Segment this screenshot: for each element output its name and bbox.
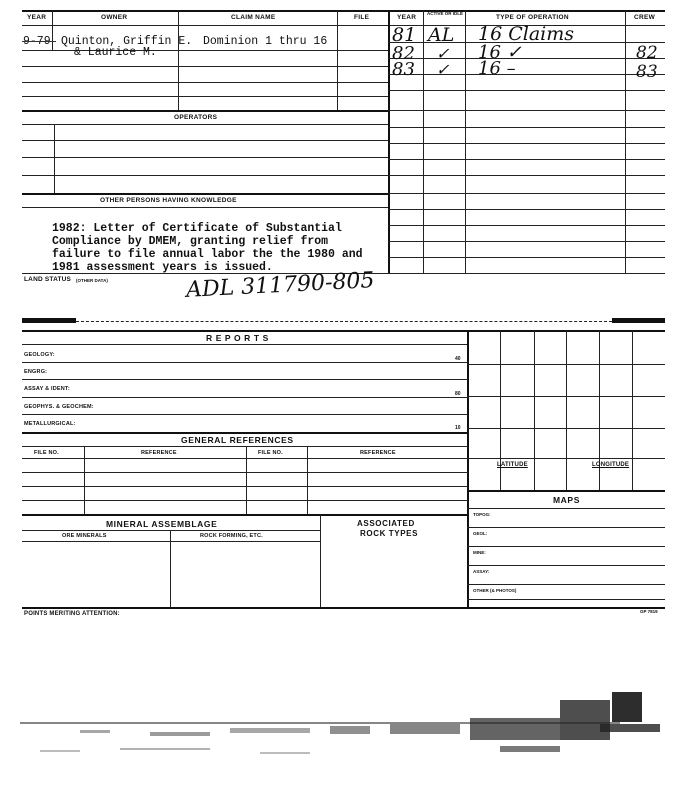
top-border [22,10,665,12]
row-rule [388,143,665,144]
row-rule [388,257,665,258]
col-line [307,446,308,514]
reports-heading: R E P O R T S [206,333,269,343]
corner-mark-left [22,318,76,323]
row-rule [467,565,665,566]
header-crew: CREW [634,14,656,21]
other-persons-heading: OTHER PERSONS HAVING KNOWLEDGE [100,197,237,204]
col-line [246,446,247,514]
grid-line [632,330,633,490]
latitude-label: LATITUDE [497,462,528,468]
row-rule [388,58,665,59]
row-rule [388,110,665,111]
header-active-idle: ACTIVE OR IDLE [426,11,463,16]
strike-mark [22,41,56,42]
row-rule [22,500,468,501]
grid-line [534,330,535,490]
report-metallurgical: METALLURGICAL: [24,421,76,427]
header-file: FILE [354,14,370,21]
row-rule [22,397,468,398]
row-rule [388,127,665,128]
note-line-3: failure to file annual labor the the 1980 and [52,248,363,261]
report-assay-num: 80 [455,391,461,397]
row-rule [22,530,320,531]
op-active-81: AL [428,24,455,46]
report-geology-num: 40 [455,356,461,362]
row-rule [22,446,468,447]
mineral-assemblage-heading: MINERAL ASSEMBLAGE [106,519,218,529]
row-rule [467,490,665,492]
rock-forming-heading: ROCK FORMING, ETC. [200,533,263,539]
knowledge-note [52,222,363,274]
map-topog: TOPOG: [473,512,491,517]
entry-claim-name: Dominion 1 thru 16 [203,35,328,48]
row-rule [22,486,468,487]
land-status-sublabel: (OTHER DATA) [76,278,108,283]
col-line-heavy [388,10,390,273]
operators-heading: OPERATORS [174,114,218,121]
col-line [52,10,53,50]
col-line [423,10,424,273]
op-active-82: ✓ [436,44,450,63]
map-assay: ASSAY: [473,569,490,574]
row-rule [467,584,665,585]
entry-owner-line2: & Laurice M. [74,46,157,59]
row-rule [22,432,468,434]
entry-year: 9-79 [23,35,51,48]
land-status-label: LAND STATUS [24,276,72,283]
col-line [320,514,321,607]
grid-line [467,428,665,429]
header-owner: OWNER [101,14,128,21]
row-rule [467,546,665,547]
form-number: GP 7819 [640,609,658,614]
row-rule [22,472,468,473]
bottom-border [22,607,665,609]
row-rule [22,207,388,208]
header-type-of-operation: TYPE OF OPERATION [496,14,569,21]
row-rule [22,157,388,158]
associated-heading: ASSOCIATED [357,519,415,528]
reports-top-border [22,330,665,332]
map-other: OTHER (& PHOTOS) [473,588,517,593]
map-geol: GEOL: [473,531,488,536]
header-year: YEAR [27,14,47,21]
row-rule [22,175,388,176]
report-metallurgical-num: 10 [455,425,461,431]
col-line [465,10,466,273]
row-rule [22,140,388,141]
row-rule [22,82,388,83]
row-rule [22,66,388,67]
note-line-4: 1981 assessment years is issued. [52,261,273,274]
row-rule [22,96,388,97]
grid-line [467,458,665,459]
col-line [54,124,55,194]
report-geophys: GEOPHYS. & GEOCHEM: [24,404,94,410]
row-rule [22,124,388,125]
op-year-83: 83 [392,59,415,80]
grid-line [566,330,567,490]
op-crew-83: 83 [636,62,658,82]
maps-heading: MAPS [553,495,580,505]
row-rule [22,414,468,415]
corner-mark-right [612,318,665,323]
col-line [84,446,85,514]
row-rule [467,599,665,600]
col-line [170,530,171,607]
op-year-82: 82 [392,43,415,64]
land-status-value: ADL 311790-805 [185,268,376,303]
op-crew-82: 82 [636,43,658,63]
row-rule [22,193,388,195]
grid-line [467,396,665,397]
row-rule [388,209,665,210]
row-rule [388,225,665,226]
report-engrg: ENGRG: [24,369,48,375]
op-type-81: 16 Claims [478,23,575,45]
note-line-1: 1982: Letter of Certificate of Substantial [52,222,342,235]
header-year-2: YEAR [397,14,417,21]
row-rule [22,458,468,459]
col-line [337,10,338,110]
row-rule [467,527,665,528]
col-reference-2: REFERENCE [360,450,396,456]
col-file-no-2: FILE NO. [258,450,283,456]
row-rule [388,90,665,91]
row-rule [388,241,665,242]
row-rule [388,74,665,75]
row-rule [388,159,665,160]
col-line [178,10,179,110]
row-rule [388,193,665,194]
general-references-heading: GENERAL REFERENCES [181,435,294,445]
header-claim-name: CLAIM NAME [231,14,276,21]
row-rule [22,344,468,345]
row-rule [22,379,468,380]
points-meriting-attention: POINTS MERITING ATTENTION: [24,611,120,617]
note-line-2: Compliance by DMEM, granting relief from [52,235,329,248]
dash-rule [76,321,612,322]
row-rule [22,541,320,542]
entry-owner-line1: Quinton, Griffin E. [61,35,193,48]
rock-types-heading: ROCK TYPES [360,529,419,538]
row-rule [22,362,468,363]
report-assay: ASSAY & IDENT: [24,386,70,392]
op-type-82: 16 ✓ [478,42,522,63]
op-year-81: 81 [392,24,417,46]
scan-noise [0,660,678,805]
row-rule [22,110,388,112]
grid-line [467,364,665,365]
row-rule [388,175,665,176]
op-active-83: ✓ [436,60,450,79]
row-rule [22,514,468,516]
map-mine: MINE: [473,550,486,555]
report-geology: GEOLOGY: [24,352,55,358]
col-line [625,10,626,273]
op-type-83: 16 – [478,58,516,79]
row-rule [467,508,665,509]
ore-minerals-heading: ORE MINERALS [62,533,107,539]
longitude-label: LONGITUDE [592,462,630,468]
col-file-no: FILE NO. [34,450,59,456]
col-reference: REFERENCE [141,450,177,456]
